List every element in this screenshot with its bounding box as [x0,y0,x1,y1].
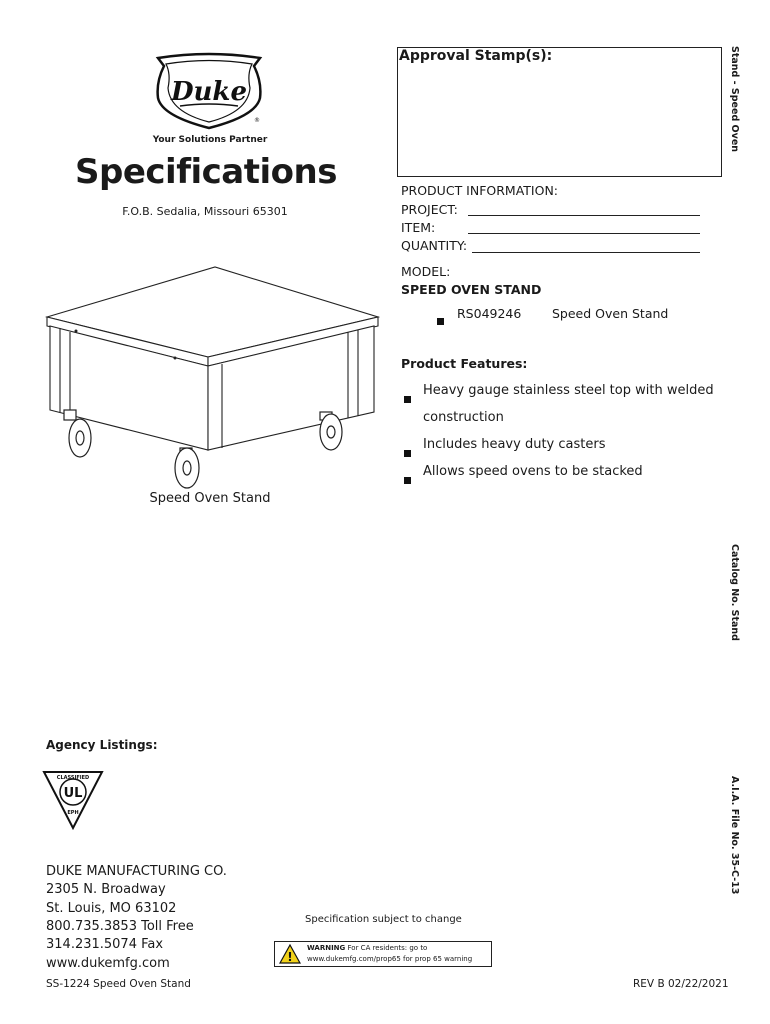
approval-stamp-box [397,47,722,177]
feature-item: Includes heavy duty casters [423,437,606,452]
side-label-top: Stand - Speed Oven [729,46,740,153]
prop65-warning-box [274,941,492,967]
svg-text:UL: UL [63,786,83,801]
company-name: DUKE MANUFACTURING CO. [46,864,227,879]
model-name: SPEED OVEN STAND [401,282,542,297]
product-info-heading: PRODUCT INFORMATION: [401,183,559,198]
duke-logo [148,52,270,132]
image-caption: Speed Oven Stand [149,491,271,506]
side-label-bottom: A.I.A. File No. 35-C-13 [729,776,740,895]
warning-triangle-icon [279,944,301,964]
fob-text: F.O.B. Sedalia, Missouri 65301 [122,205,288,218]
project-line [468,215,700,216]
quantity-label: QUANTITY: [401,238,468,253]
feature-bullet-icon [404,469,411,488]
spec-subject-note: Specification subject to change [305,914,462,925]
warning-text-2: www.dukemfg.com/prop65 for prop 65 warning [307,955,473,963]
model-bullet-icon [437,310,444,329]
model-code: RS049246 [457,306,522,321]
product-image [40,262,380,494]
side-label-middle: Catalog No. Stand [729,544,740,641]
features-heading: Product Features: [401,356,528,371]
phone-number: 800.735.3853 Toll Free [46,919,194,934]
ul-classified-badge-icon [42,768,104,830]
svg-text:CLASSIFIED: CLASSIFIED [56,775,90,781]
project-label: PROJECT: [401,202,458,217]
document-number: SS-1224 Speed Oven Stand [46,978,191,990]
approval-stamp-label: Approval Stamp(s): [399,48,553,64]
address-city: St. Louis, MO 63102 [46,901,177,916]
logo-text: Duke [170,77,248,107]
quantity-line [472,252,700,253]
svg-text:EPH: EPH [67,810,79,816]
svg-text:!: ! [287,950,293,964]
agency-heading: Agency Listings: [46,738,158,752]
fax-number: 314.231.5074 Fax [46,937,164,952]
page-title: Specifications [75,152,337,192]
warning-text-1: For CA residents: go to [347,944,428,952]
model-label: MODEL: [401,264,451,279]
item-label: ITEM: [401,220,436,235]
feature-bullet-icon [404,388,411,407]
svg-text:®: ® [254,117,260,124]
website-link[interactable]: www.dukemfg.com [46,956,170,971]
feature-item: Heavy gauge stainless steel top with welded [423,383,714,398]
address-street: 2305 N. Broadway [46,882,166,897]
model-description: Speed Oven Stand [552,306,669,321]
feature-item: construction [423,410,504,425]
tagline: Your Solutions Partner [152,135,268,145]
revision-date: REV B 02/22/2021 [633,978,729,990]
item-line [468,233,700,234]
feature-item: Allows speed ovens to be stacked [423,464,643,479]
feature-bullet-icon [404,442,411,461]
warning-label: WARNING [307,944,346,952]
